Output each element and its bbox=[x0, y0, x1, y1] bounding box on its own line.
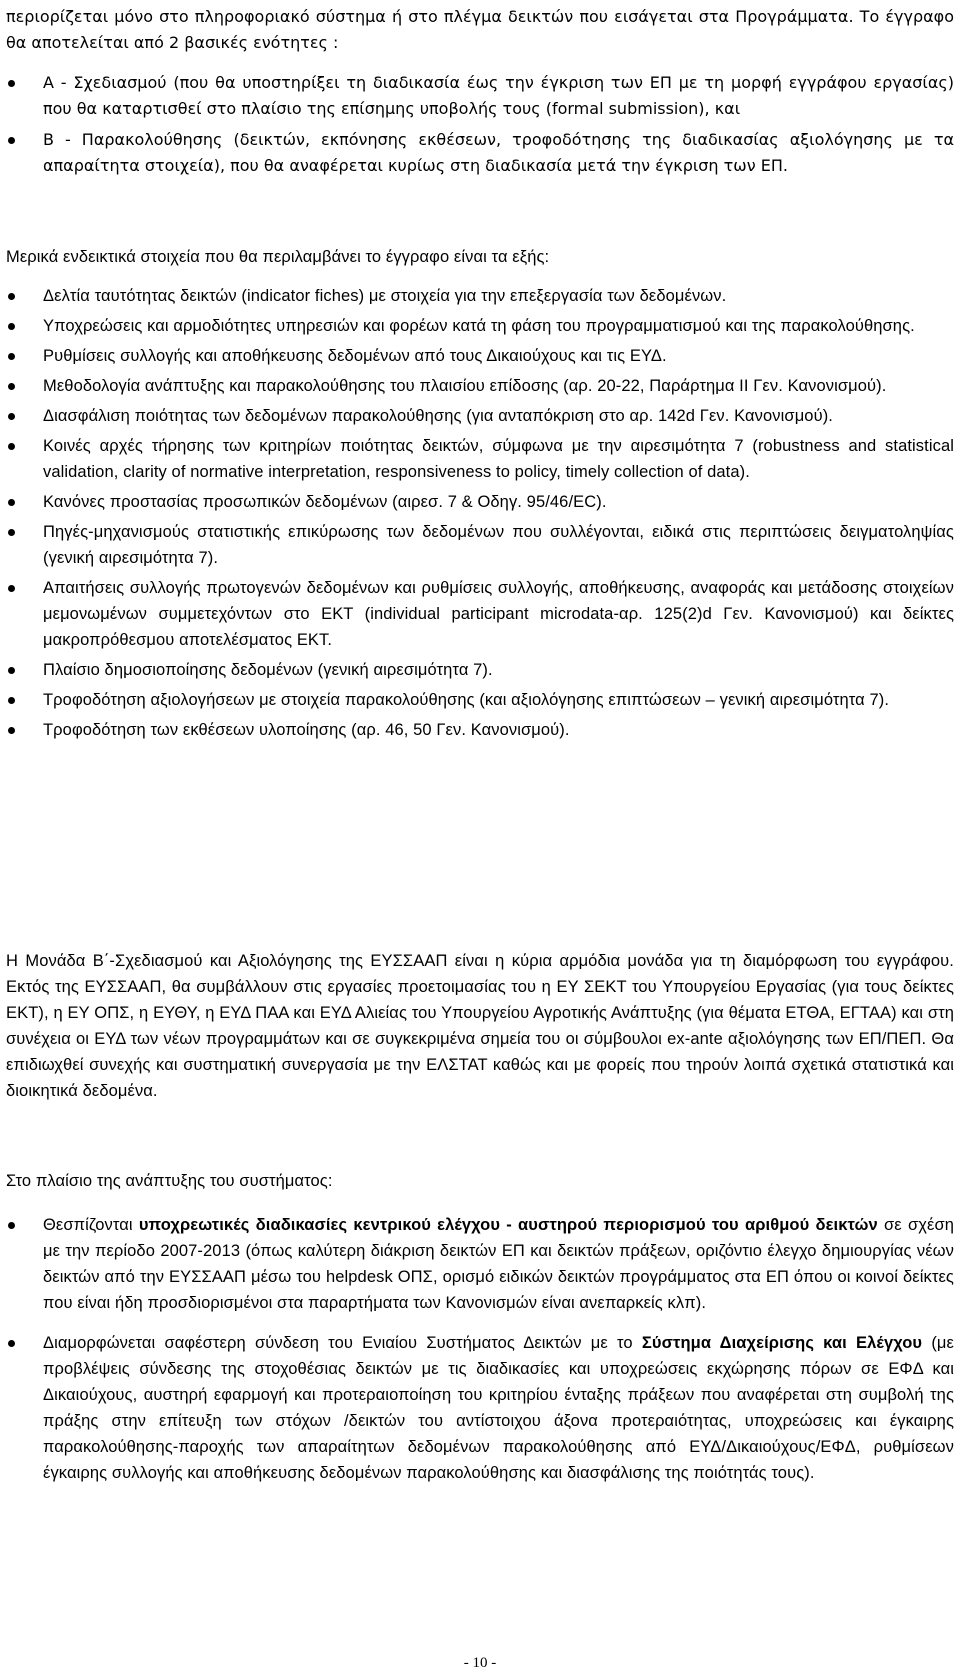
list-item: Τροφοδότηση αξιολογήσεων με στοιχεία παρακολούθησης (και αξιολόγησης επιπτώσεων – γενική αιρεσιμότητα 7). bbox=[6, 687, 954, 713]
sections-list-block bbox=[6, 70, 954, 184]
bullet-icon bbox=[8, 585, 15, 592]
intro-text: περιορίζεται μόνο στο πληροφοριακό σύστημα ή στο πλέγμα δεικτών που εισάγεται στα Προγράμματα. Το έγγραφο θα αποτελείται από 2 βασικές ενότητες : bbox=[6, 7, 954, 52]
list-item: Μεθοδολογία ανάπτυξης και παρακολούθησης του πλαισίου επίδοσης (αρ. 20-22, Παράρτημα ΙΙ Γεν. Κανονισμού). bbox=[6, 373, 954, 399]
elements-intro-block bbox=[6, 244, 954, 270]
system-list-block bbox=[6, 1212, 954, 1500]
elements-list-block bbox=[6, 283, 954, 747]
sections-list bbox=[6, 70, 954, 179]
elements-intro: Μερικά ενδεικτικά στοιχεία που θα περιλαμβάνει το έγγραφο είναι τα εξής: bbox=[6, 248, 550, 266]
bullet-icon bbox=[8, 1340, 15, 1347]
bullet-icon bbox=[8, 413, 15, 420]
list-item: Θεσπίζονται υποχρεωτικές διαδικασίες κεντρικού ελέγχου - αυστηρού περιορισμού του αριθμού δεικτών σε σχέση με την περίοδο 2007-2013 (όπως καλύτερη διάκριση δεικτών ΕΠ και δεικτών πράξεων, οριζόντιο έλεγχο δημιουργίας νέων δεικτών από την ΕΥΣΣΑΑΠ μέσω του helpdesk ΟΠΣ, ορισμό ειδικών δεικτών προγράμματος στα ΕΠ όπου οι κοινοί δείκτες που είναι ήδη προσδιορισμένοι στα παραρτήματα των Κανονισμών είναι ανεπαρκείς κλπ). bbox=[6, 1212, 954, 1316]
bullet-icon bbox=[8, 383, 15, 390]
list-item: Υποχρεώσεις και αρμοδιότητες υπηρεσιών και φορέων κατά τη φάση του προγραμματισμού και της παρακολούθησης. bbox=[6, 313, 954, 339]
system-intro-block bbox=[6, 1168, 954, 1194]
list-item: Κανόνες προστασίας προσωπικών δεδομένων (αιρεσ. 7 & Οδηγ. 95/46/ΕC). bbox=[6, 489, 954, 515]
bullet-icon bbox=[8, 727, 15, 734]
system-intro: Στο πλαίσιο της ανάπτυξης του συστήματος: bbox=[6, 1172, 333, 1190]
bullet-icon bbox=[8, 1222, 15, 1229]
bullet-icon bbox=[8, 499, 15, 506]
unit-paragraph-block bbox=[6, 948, 954, 1104]
bullet-icon bbox=[8, 293, 15, 300]
bullet-icon bbox=[8, 323, 15, 330]
bullet-icon bbox=[8, 137, 15, 144]
list-item: Διαμορφώνεται σαφέστερη σύνδεση του Ενιαίου Συστήματος Δεικτών με το Σύστημα Διαχείρισης και Ελέγχου (με προβλέψεις σύνδεσης της στοχοθέσιας δεικτών με τις διαδικασίες και υποχρεώσεις εκχώρησης πόρων σε ΕΦΔ και Δικαιούχους, αυστηρή εφαρμογή και προτεραιοποίηση του κριτηρίου ένταξης πράξεων που αναφέρεται στη συμβολή της πράξης στην επίτευξη των στόχων /δεικτών του αντίστοιχου άξονα προτεραιότητας, υποχρεώσεις και έγκαιρης παρακολούθησης-παροχής των απαραίτητων δεδομένων παρακολούθησης από ΕΥΔ/Δικαιούχους/ΕΦΔ, ρυθμίσεων έγκαιρης συλλογής και αποθήκευσης δεδομένων παρακολούθησης και διασφάλισης της ποιότητάς τους). bbox=[6, 1330, 954, 1486]
list-item: Διασφάλιση ποιότητας των δεδομένων παρακολούθησης (για ανταπόκριση στο αρ. 142d Γεν. Κανονισμού). bbox=[6, 403, 954, 429]
bullet-icon bbox=[8, 353, 15, 360]
list-item: Β - Παρακολούθησης (δεικτών, εκπόνησης εκθέσεων, τροφοδότησης της διαδικασίας αξιολόγησης με τα απαραίτητα στοιχεία), που θα αναφέρεται κυρίως στη διαδικασία μετά την έγκριση των ΕΠ. bbox=[6, 127, 954, 179]
bullet-icon bbox=[8, 697, 15, 704]
bullet-icon bbox=[8, 80, 15, 87]
page-number: - 10 - bbox=[463, 1655, 497, 1671]
list-item: Δελτία ταυτότητας δεικτών (indicator fiches) με στοιχεία για την επεξεργασία των δεδομένων. bbox=[6, 283, 954, 309]
bullet-icon bbox=[8, 667, 15, 674]
intro-paragraph bbox=[6, 4, 954, 56]
list-item: Κοινές αρχές τήρησης των κριτηρίων ποιότητας δεικτών, σύμφωνα με την αιρεσιμότητα 7 (robustness and statistical validation, clarity of normative interpretation, responsiveness to policy, timely collection of data). bbox=[6, 433, 954, 485]
unit-paragraph: Η Μονάδα Β΄-Σχεδιασμού και Αξιολόγησης της ΕΥΣΣΑΑΠ είναι η κύρια αρμόδια μονάδα για τη διαμόρφωση του εγγράφου. Εκτός της ΕΥΣΣΑΑΠ, θα συμβάλλουν στις εργασίες προετοιμασίας του η ΕΥ ΣΕΚΤ του Υπουργείου Εργασίας (για τους δείκτες ΕΚΤ), η ΕΥ ΟΠΣ, η ΕΥΘΥ, η ΕΥΔ ΠΑΑ και ΕΥΔ Αλιείας του Υπουργείου Αγροτικής Ανάπτυξης (για θέματα ΕΤΘΑ, ΕΓΤΑΑ) και στη συνέχεια οι ΕΥΔ των νέων προγραμμάτων και σε συγκεκριμένα σημεία του οι σύμβουλοι ex-ante αξιολόγησης των ΕΠ/ΠΕΠ. Θα επιδιωχθεί συνεχής και συστηματική συνεργασία με την ΕΛΣΤΑΤ καθώς και με φορείς που τηρούν λοιπά σχετικά στατιστικά και διοικητικά δεδομένα. bbox=[6, 952, 954, 1100]
elements-list bbox=[6, 283, 954, 743]
list-item: Τροφοδότηση των εκθέσεων υλοποίησης (αρ. 46, 50 Γεν. Κανονισμού). bbox=[6, 717, 954, 743]
bullet-icon bbox=[8, 443, 15, 450]
list-item: Α - Σχεδιασμού (που θα υποστηρίξει τη διαδικασία έως την έγκριση των ΕΠ με τη μορφή εγγράφου εργασίας) που θα καταρτισθεί στο πλαίσιο της επίσημης υποβολής τους (formal submission), και bbox=[6, 70, 954, 122]
list-item: Απαιτήσεις συλλογής πρωτογενών δεδομένων και ρυθμίσεις συλλογής, αποθήκευσης, αναφοράς και μετάδοσης στοιχείων μεμονωμένων συμμετεχόντων στο ΕΚΤ (individual participant microdata-αρ. 125(2)d Γεν. Κανονισμού) και δείκτες μακροπρόθεσμου αποτελέσματος ΕΚΤ. bbox=[6, 575, 954, 653]
system-list bbox=[6, 1212, 954, 1486]
list-item: Πλαίσιο δημοσιοποίησης δεδομένων (γενική αιρεσιμότητα 7). bbox=[6, 657, 954, 683]
bullet-icon bbox=[8, 529, 15, 536]
list-item: Ρυθμίσεις συλλογής και αποθήκευσης δεδομένων από τους Δικαιούχους και τις ΕΥΔ. bbox=[6, 343, 954, 369]
list-item: Πηγές-μηχανισμούς στατιστικής επικύρωσης των δεδομένων που συλλέγονται, ειδικά στις περιπτώσεις δειγματοληψίας (γενική αιρεσιμότητα 7). bbox=[6, 519, 954, 571]
